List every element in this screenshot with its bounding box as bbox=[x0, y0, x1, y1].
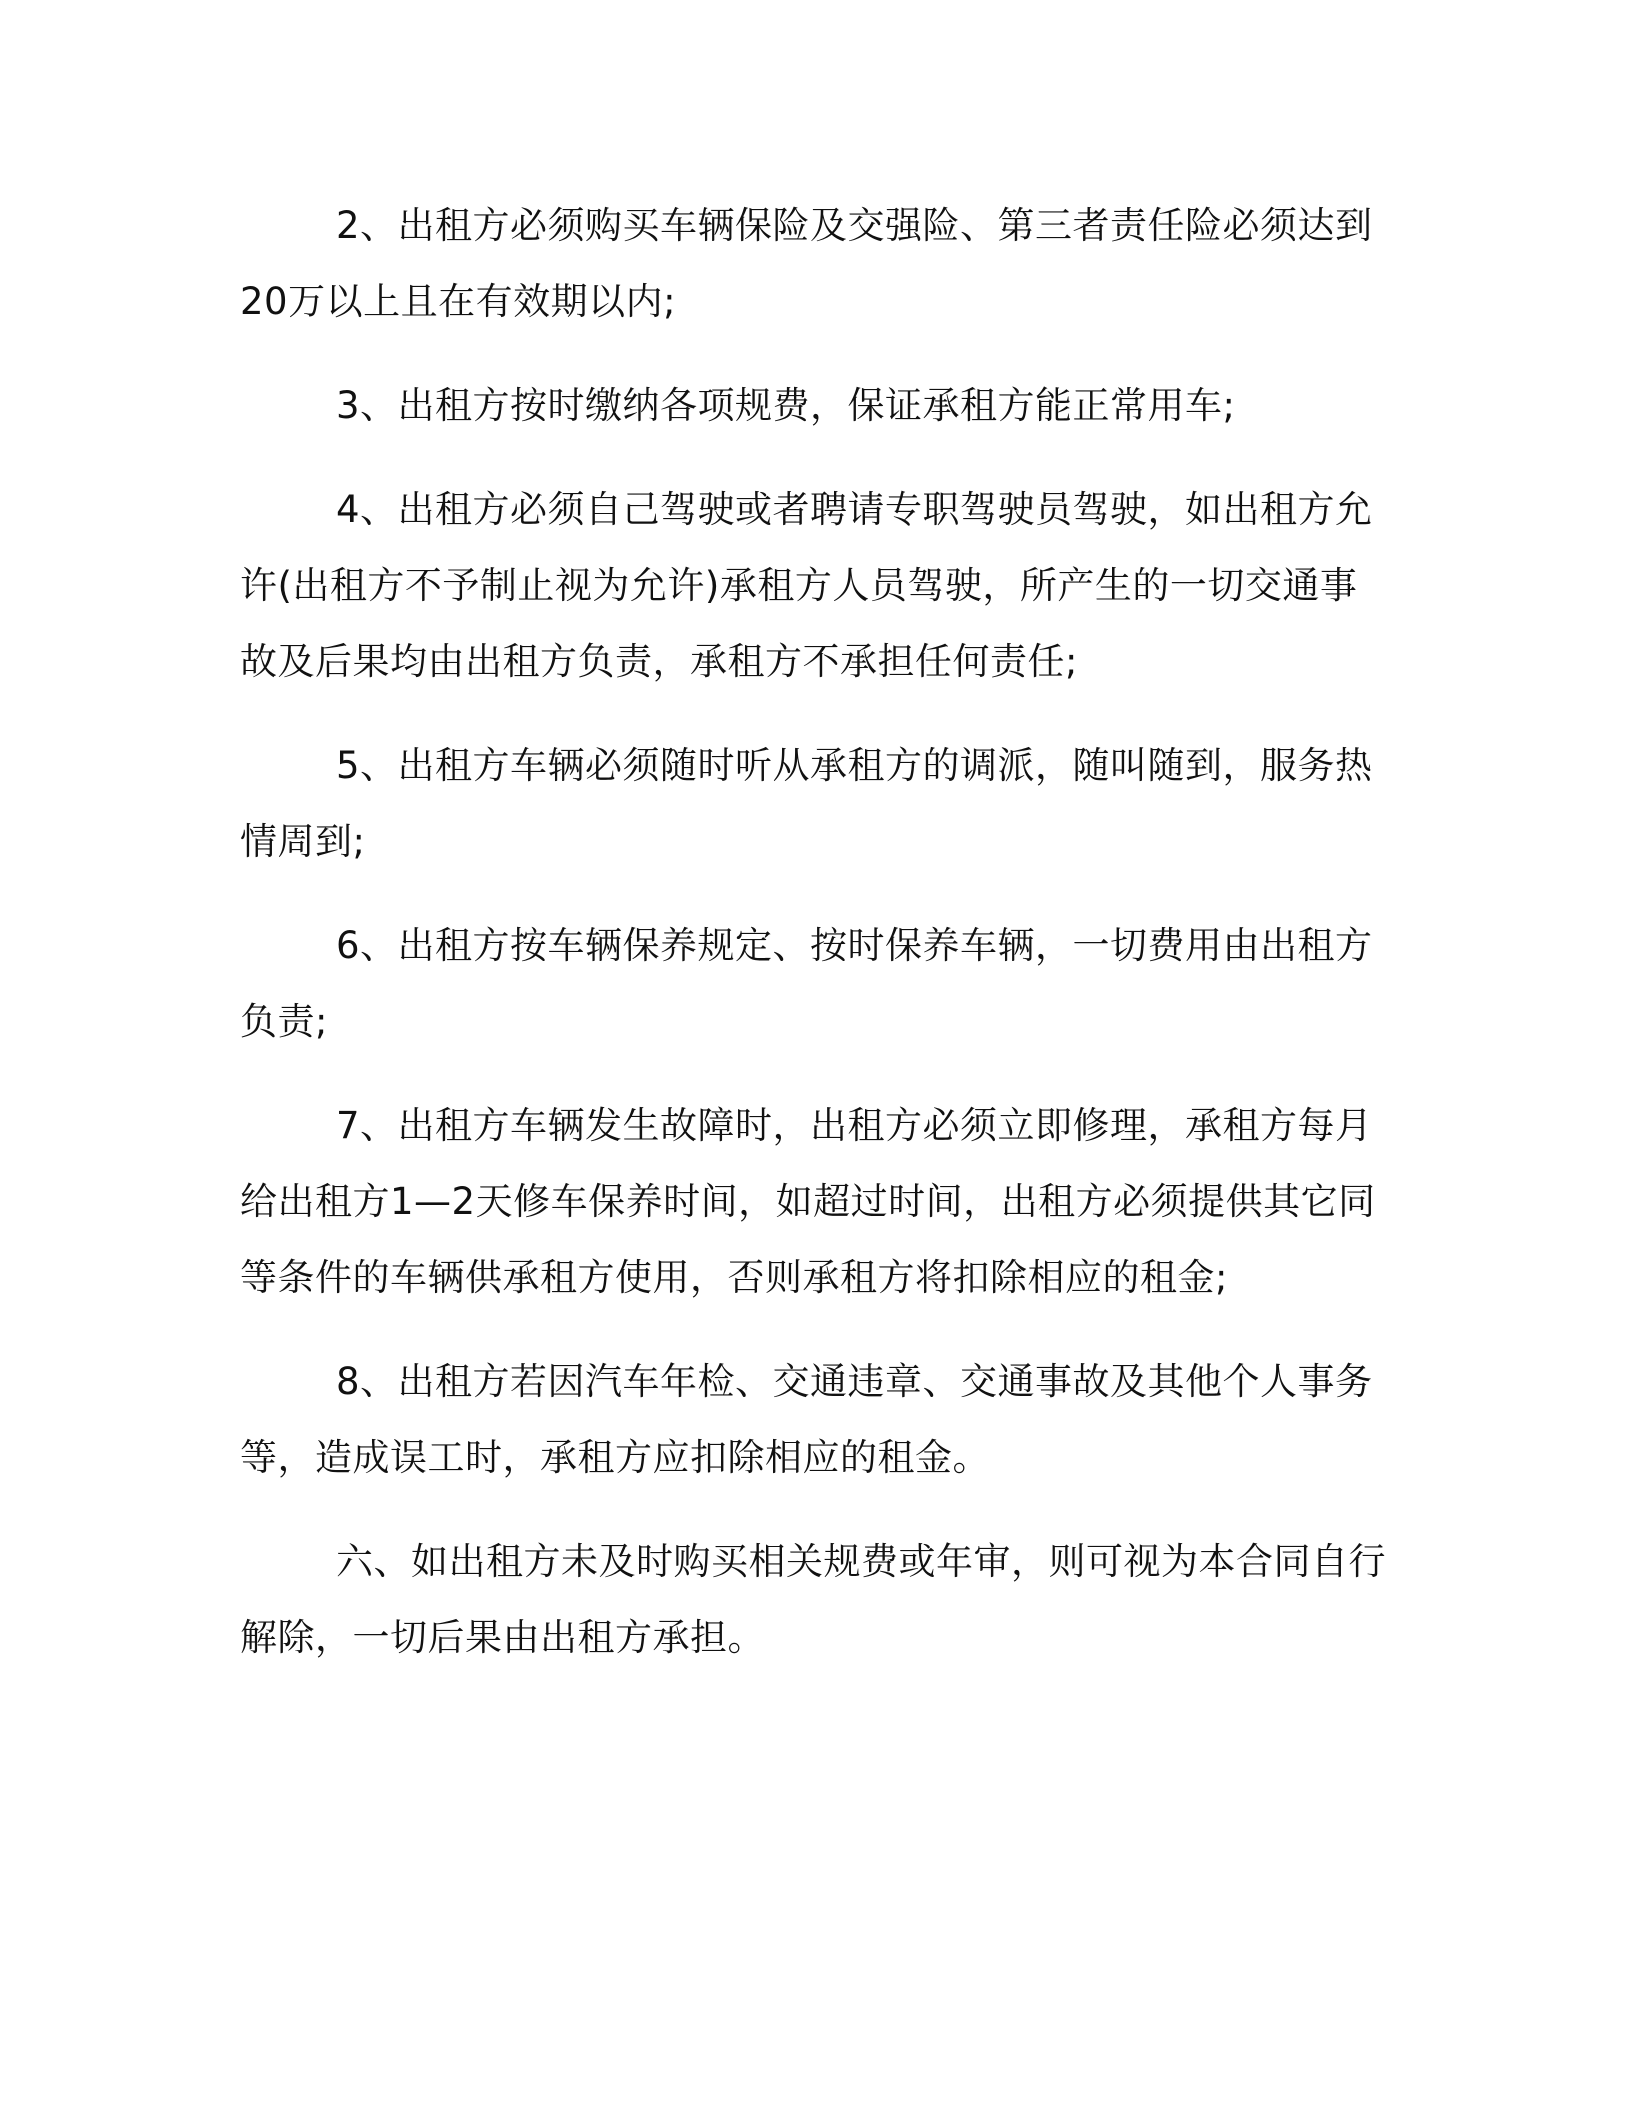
document-body bbox=[240, 188, 1390, 1704]
paragraph-item-7: 7、出租方车辆发生故障时，出租方必须立即修理，承租方每月给出租方1—2天修车保养时间，如超过时间，出租方必须提供其它同等条件的车辆供承租方使用，否则承租方将扣除相应的租金; bbox=[240, 1104, 1376, 1299]
paragraph-item-5: 5、出租方车辆必须随时听从承租方的调派，随叫随到，服务热情周到; bbox=[240, 744, 1373, 863]
paragraph-item-6: 6、出租方按车辆保养规定、按时保养车辆，一切费用由出租方负责; bbox=[240, 924, 1373, 1043]
paragraph-section-6: 六、如出租方未及时购买相关规费或年审，则可视为本合同自行解除，一切后果由出租方承担。 bbox=[240, 1540, 1386, 1659]
paragraph-item-3: 3、出租方按时缴纳各项规费，保证承租方能正常用车; bbox=[336, 384, 1236, 427]
paragraph-item-2: 2、出租方必须购买车辆保险及交强险、第三者责任险必须达到20万以上且在有效期以内; bbox=[240, 204, 1373, 323]
paragraph-item-4: 4、出租方必须自己驾驶或者聘请专职驾驶员驾驶，如出租方允许(出租方不予制止视为允许)承租方人员驾驶，所产生的一切交通事故及后果均由出租方负责，承租方不承担任何责任; bbox=[240, 488, 1373, 683]
paragraph-item-8: 8、出租方若因汽车年检、交通违章、交通事故及其他个人事务等，造成误工时，承租方应扣除相应的租金。 bbox=[240, 1360, 1373, 1479]
